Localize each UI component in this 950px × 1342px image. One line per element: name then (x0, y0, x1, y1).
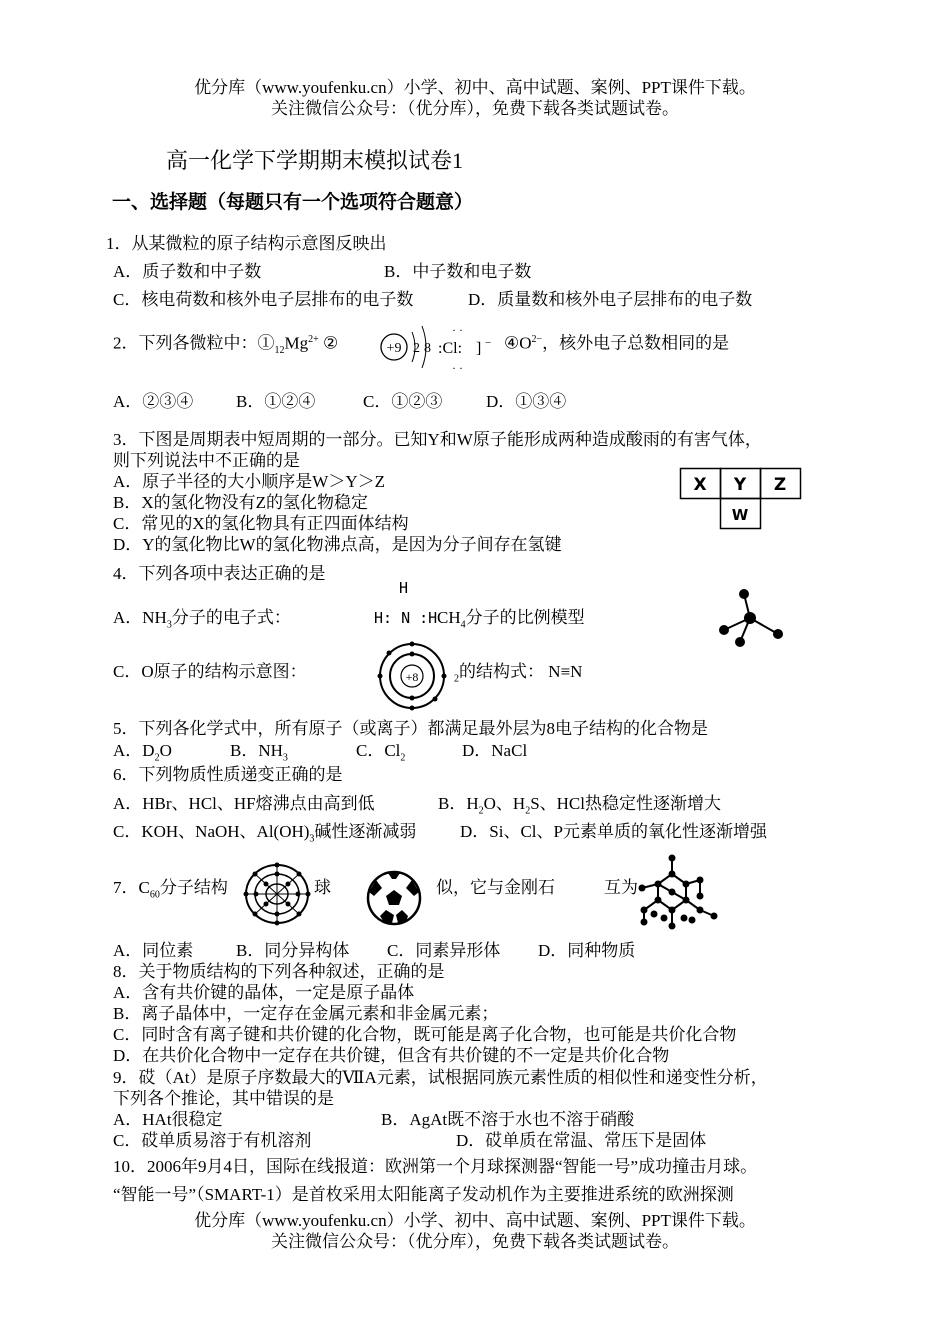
q3-option-a: A．原子半径的大小顺序是W＞Y＞Z (113, 472, 385, 491)
q4-stem: 4．下列各项中表达正确的是 (113, 564, 326, 583)
q9-option-c: C．砹单质易溶于有机溶剂 (113, 1131, 312, 1150)
c60-molecule-image (242, 862, 312, 926)
cell-w: W (731, 506, 749, 524)
q8-option-b: B．离子晶体中，一定存在金属元素和非金属元素； (113, 1004, 499, 1023)
q3-option-c: C．常见的X的氢化物具有正四面体结构 (113, 514, 409, 533)
q8-stem: 8．关于物质结构的下列各种叙述，正确的是 (113, 962, 445, 981)
q3-stem-1: 3．下图是周期表中短周期的一部分。已知Y和W原子能形成两种造成酸雨的有害气体， (113, 430, 762, 449)
q3-option-d: D．Y的氢化物比W的氢化物沸点高，是因为分子间存在氢键 (113, 535, 562, 554)
q1-stem: 1．从某微粒的原子结构示意图反映出 (106, 234, 387, 253)
q2-shell-2: 8 (424, 341, 431, 356)
section-heading: 一、选择题（每题只有一个选项符合题意） (112, 191, 474, 213)
q2-nucleus-label: +9 (386, 341, 402, 356)
q8-option-a: A．含有共价键的晶体，一定是原子晶体 (113, 983, 415, 1002)
q6-option-c: C．KOH、NaOH、$Al(OH)_3$碱性逐渐减弱 (113, 822, 417, 845)
ch4-ball-model (716, 588, 786, 648)
q2-cl-symbol: :Cl: (438, 340, 463, 357)
cell-z: Z (773, 475, 787, 495)
q7-stem-part3: 似，它与金刚石 (436, 878, 555, 897)
q1-option-b: B．中子数和电子数 (384, 262, 532, 281)
q4-option-b: $CH_4$分子的比例模型 (437, 608, 585, 631)
q9-stem-2: 下列各个推论，其中错误的是 (113, 1089, 334, 1108)
q5-option-a: A．$D_2O$ (113, 741, 172, 764)
o-nucleus-label: +8 (405, 670, 419, 684)
q9-option-b: B．AgAt既不溶于水也不溶于硝酸 (381, 1110, 635, 1129)
q8-option-c: C．同时含有离子键和共价键的化合物，既可能是离子化合物，也可能是共价化合物 (113, 1025, 737, 1044)
q7-option-b: B．同分异构体 (236, 941, 350, 960)
q6-option-d: D．Si、Cl、P元素单质的氧化性逐渐增强 (460, 822, 767, 841)
q5-option-b: B．$NH_3$ (230, 741, 288, 764)
q10-line-2: “智能一号”（SMART-1）是首枚采用太阳能离子发动机作为主要推进系统的欧洲探测 (113, 1185, 734, 1204)
q5-option-c: C．$Cl_2$ (356, 741, 406, 764)
footer-line-1: 优分库（www.youfenku.cn）小学、初中、高中试题、案例、PPT课件下载。 (194, 1211, 756, 1230)
svg-text:· ·: · · (452, 361, 463, 375)
nh3-h-top: H (399, 579, 409, 597)
q8-option-d: D．在共价化合物中一定存在共价键，但含有共价键的不一定是共价化合物 (113, 1046, 670, 1065)
footer-line-2: 关注微信公众号：（优分库），免费下载各类试题试卷。 (271, 1232, 679, 1251)
header-line-1: 优分库（www.youfenku.cn）小学、初中、高中试题、案例、PPT课件下载。 (194, 78, 756, 97)
q7-stem-part1: 7．$C_{60}$分子结构 (113, 878, 228, 901)
page-title: 高一化学下学期期末模拟试卷1 (166, 148, 464, 173)
oxygen-atom-diagram (376, 640, 448, 712)
q7-option-c: C．同素异形体 (387, 941, 501, 960)
q2-option-a: A．②③④ (113, 392, 194, 411)
cl-ion-diagram (374, 320, 504, 376)
q7-option-a: A．同位素 (113, 941, 194, 960)
svg-text:]: ] (476, 340, 482, 357)
q4-option-c: C．O原子的结构示意图： (113, 662, 307, 681)
q10-line-1: 10．2006年9月4日，国际在线报道：欧洲第一个月球探测器“智能一号”成功撞击月球。 (113, 1157, 758, 1176)
q9-option-a: A．HAt很稳定 (113, 1110, 223, 1129)
q9-option-d: D．砹单质在常温、常压下是固体 (456, 1131, 707, 1150)
q1-option-a: A．质子数和中子数 (113, 262, 262, 281)
q7-stem-part2: 球 (314, 878, 331, 897)
diamond-structure-image (634, 852, 718, 932)
q6-option-a: A．HBr、HCl、HF熔沸点由高到低 (113, 794, 375, 813)
q5-option-d: D．NaCl (462, 741, 528, 760)
q6-stem: 6．下列物质性质递变正确的是 (113, 765, 343, 784)
q9-stem-1: 9．砹（At）是原子序数最大的ⅦA元素，试根据同族元素性质的相似性和递变性分析， (113, 1068, 768, 1087)
cell-y: Y (733, 475, 747, 495)
q7-stem-part4: 互为 (604, 878, 638, 897)
nh3-electron-formula: H: N :H (374, 609, 438, 627)
header-line-2: 关注微信公众号：（优分库），免费下载各类试题试卷。 (271, 99, 679, 118)
q3-stem-2: 则下列说法中不正确的是 (113, 451, 300, 470)
q2-shell-1: 2 (413, 341, 420, 356)
q2-stem-suffix: $④O^{2-}$，核外电子总数相同的是 (504, 333, 730, 353)
q6-option-b: B．$H_2O$、$H_2S$、HCl热稳定性逐渐增大 (438, 794, 721, 817)
q4-option-a: A．$NH_3$分子的电子式： (113, 608, 291, 631)
q3-option-b: B．X的氢化物没有Z的氢化物稳定 (113, 493, 368, 512)
q2-charge: − (485, 337, 492, 349)
soccer-ball-image (366, 870, 422, 926)
q5-stem: 5．下列各化学式中，所有原子（或离子）都满足最外层为8电子结构的化合物是 (113, 719, 708, 738)
q1-option-d: D．质量数和核外电子层排布的电子数 (468, 290, 753, 309)
periodic-table-fragment (680, 468, 802, 530)
q4-option-d: $_2$的结构式： N≡N (454, 662, 583, 685)
q7-option-d: D．同种物质 (538, 941, 636, 960)
q2-option-d: D．①③④ (486, 392, 567, 411)
q2-option-c: C．①②③ (363, 392, 443, 411)
cell-x: X (693, 475, 707, 495)
svg-text:· ·: · · (452, 323, 463, 337)
q2-option-b: B．①②④ (236, 392, 316, 411)
q2-stem-prefix: 2．下列各微粒中：$①_{12}Mg^{2+}$ ② (113, 333, 339, 357)
q1-option-c: C．核电荷数和核外电子层排布的电子数 (113, 290, 414, 309)
